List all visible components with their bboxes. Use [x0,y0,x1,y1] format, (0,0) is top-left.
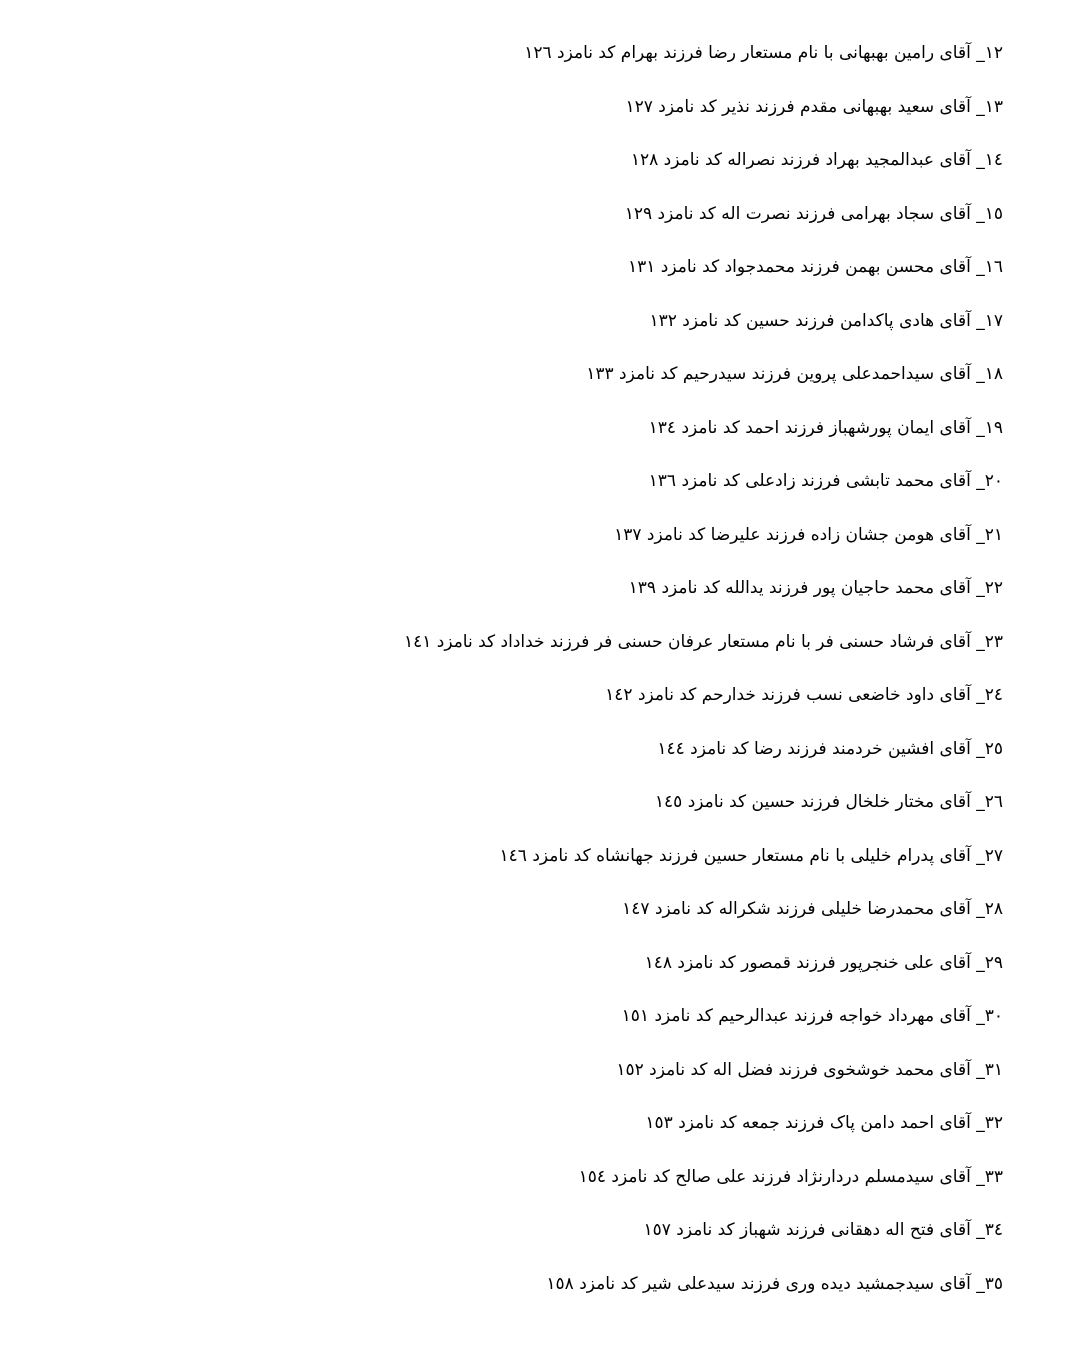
candidate-line-25: ٢٥_ آقای افشین خردمند فرزند رضا کد نامزد ١٤٤ [657,738,1003,759]
candidate-line-30: ٣٠_ آقای مهرداد خواجه فرزند عبدالرحیم کد نامزد ١٥١ [621,1006,1003,1026]
candidate-line-33: ٣٣_ آقای سیدمسلم دردارنژاد فرزند علی صالح کد نامزد ١٥٤ [578,1166,1003,1187]
candidate-line-29: ٢٩_ آقای علی خنجرپور فرزند قمصور کد نامزد ١٤٨ [644,952,1003,973]
candidate-line-26: ٢٦_ آقای مختار خلخال فرزند حسین کد نامزد ١٤٥ [654,792,1003,812]
candidate-line-27: ٢٧_ آقای پدرام خلیلی با نام مستعار حسین فرزند جهانشاه کد نامزد ١٤٦ [499,845,1003,866]
candidate-line-22: ٢٢_ آقای محمد حاجیان پور فرزند یدالله کد نامزد ١٣٩ [628,578,1003,598]
candidate-line-15: ١٥_ آقای سجاد بهرامی فرزند نصرت اله کد نامزد ١٢٩ [624,203,1003,224]
candidate-line-12: ١٢_ آقای رامین بهبهانی با نام مستعار رضا فرزند بهرام کد نامزد ١٢٦ [524,43,1003,63]
candidate-line-23: ٢٣_ آقای فرشاد حسنی فر با نام مستعار عرفان حسنی فر فرزند خداداد کد نامزد ١٤١ [403,631,1003,652]
candidate-line-17: ١٧_ آقای هادی پاکدامن فرزند حسین کد نامزد ١٣٢ [649,310,1003,331]
candidate-line-19: ١٩_ آقای ایمان پورشهباز فرزند احمد کد نامزد ١٣٤ [648,417,1003,438]
candidate-line-21: ٢١_ آقای هومن جشان زاده فرزند علیرضا کد نامزد ١٣٧ [614,524,1003,545]
candidate-line-35: ٣٥_ آقای سیدجمشید دیده وری فرزند سیدعلی شیر کد نامزد ١٥٨ [546,1273,1003,1294]
candidate-line-32: ٣٢_ آقای احمد دامن پاک فرزند جمعه کد نامزد ١٥٣ [645,1113,1003,1133]
candidate-line-20: ٢٠_ آقای محمد تابشی فرزند زادعلی کد نامزد ١٣٦ [648,471,1003,491]
candidate-line-14: ١٤_ آقای عبدالمجید بهراد فرزند نصراله کد نامزد ١٢٨ [630,150,1003,170]
candidate-list [243,37,1003,1321]
candidate-line-31: ٣١_ آقای محمد خوشخوی فرزند فضل اله کد نامزد ١٥٢ [616,1059,1003,1080]
candidate-line-18: ١٨_ آقای سیداحمدعلی پروین فرزند سیدرحیم کد نامزد ١٣٣ [586,364,1003,384]
candidate-line-16: ١٦_ آقای محسن بهمن فرزند محمدجواد کد نامزد ١٣١ [627,257,1003,277]
candidate-line-24: ٢٤_ آقای داود خاضعی نسب فرزند خدارحم کد نامزد ١٤٢ [605,685,1003,705]
candidate-line-28: ٢٨_ آقای محمدرضا خلیلی فرزند شکراله کد نامزد ١٤٧ [622,899,1003,919]
candidate-line-34: ٣٤_ آقای فتح اله دهقانی فرزند شهباز کد نامزد ١٥٧ [643,1220,1003,1240]
candidate-line-13: ١٣_ آقای سعید بهبهانی مقدم فرزند نذیر کد نامزد ١٢٧ [625,96,1003,117]
